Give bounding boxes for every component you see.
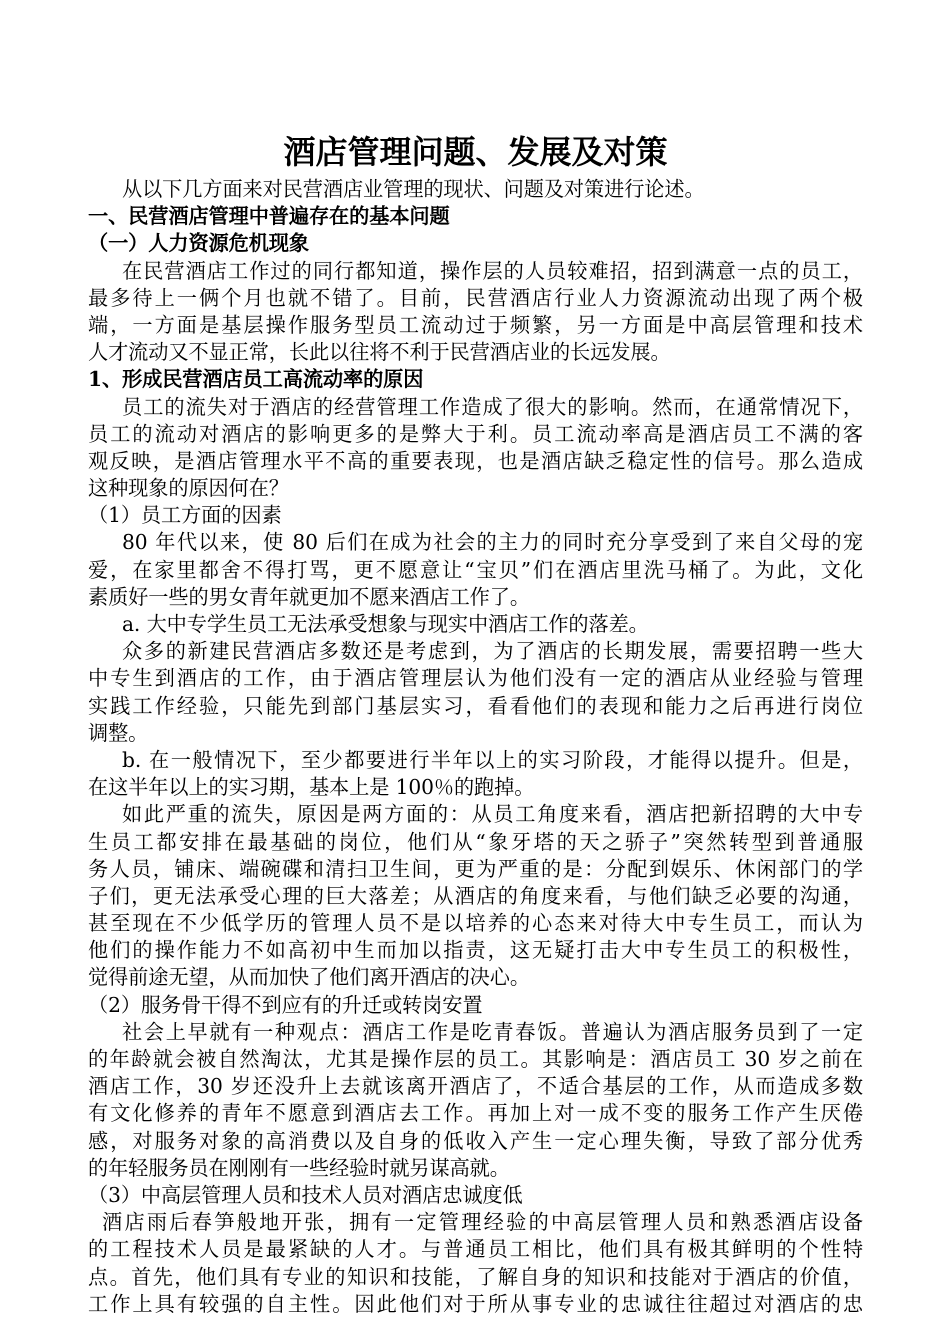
text-line: 在这半年以上的实习期，基本上是 100％的跑掉。 — [88, 775, 535, 800]
document-page — [88, 128, 863, 1318]
text-line: 酒店雨后春笋般地开张，拥有一定管理经验的中高层管理人员和熟悉酒店设备 — [102, 1210, 863, 1235]
text-line: 觉得前途无望，从而加快了他们离开酒店的决心。 — [88, 965, 530, 990]
text-line: 众多的新建民营酒店多数还是考虑到，为了酒店的长期发展，需要招聘一些大 — [122, 639, 863, 664]
text-line: b. 在一般情况下，至少都要进行半年以上的实习阶段，才能得以提升。但是， — [122, 747, 863, 772]
text-line: 如此严重的流失，原因是两方面的：从员工角度来看，酒店把新招聘的大中专 — [122, 802, 863, 827]
text-line: 的年轻服务员在刚刚有一些经验时就另谋高就。 — [88, 1155, 510, 1180]
text-line: 点。首先，他们具有专业的知识和技能，了解自身的知识和技能对于酒店的价值， — [88, 1264, 863, 1289]
text-line: 爱，在家里都舍不得打骂，更不愿意让“宝贝”们在酒店里洗马桶了。为此，文化 — [88, 557, 863, 582]
document-body — [88, 176, 863, 1318]
text-line: （2）服务骨干得不到应有的升迁或转岗安置 — [88, 992, 483, 1017]
text-line: 人才流动又不显正常，长此以往将不利于民营酒店业的长远发展。 — [88, 340, 671, 365]
section-heading: 一、民营酒店管理中普遍存在的基本问题 — [88, 204, 450, 229]
section-heading: （一）人力资源危机现象 — [88, 231, 309, 256]
text-line: a. 大中专学生员工无法承受想象与现实中酒店工作的落差。 — [122, 612, 649, 636]
text-line: （1）员工方面的因素 — [88, 503, 282, 528]
text-line: 酒店工作，30 岁还没升上去就该离开酒店了，不适合基层的工作，从而造成多数 — [88, 1074, 863, 1099]
text-line: 调整。 — [88, 720, 149, 745]
text-line: 中专生到酒店的工作，由于酒店管理层认为他们没有一定的酒店从业经验与管理 — [88, 666, 863, 691]
text-line: 他们的操作能力不如高初中生而加以指责，这无疑打击大中专生员工的积极性， — [88, 938, 863, 963]
text-line: 的工程技术人员是最紧缺的人才。与普通员工相比，他们具有极其鲜明的个性特 — [88, 1237, 863, 1262]
text-line: 生员工都安排在最基础的岗位，他们从“象牙塔的天之骄子”突然转型到普通服 — [88, 829, 863, 854]
text-line: 感，对服务对象的高消费以及自身的低收入产生一定心理失衡，导致了部分优秀 — [88, 1128, 863, 1153]
text-line: 从以下几方面来对民营酒店业管理的现状、问题及对策进行论述。 — [122, 177, 705, 201]
text-line: 最多待上一俩个月也就不错了。目前，民营酒店行业人力资源流动出现了两个极 — [88, 285, 863, 310]
text-line: 素质好一些的男女青年就更加不愿来酒店工作了。 — [88, 584, 530, 609]
text-line: 观反映，是酒店管理水平不高的重要表现，也是酒店缺乏稳定性的信号。那么造成 — [88, 448, 863, 473]
section-heading: 1、形成民营酒店员工高流动率的原因 — [88, 367, 424, 392]
text-line: 这种现象的原因何在？ — [88, 476, 289, 501]
text-line: 务人员，铺床、端碗碟和清扫卫生间，更为严重的是：分配到娱乐、休闲部门的学 — [88, 856, 863, 881]
text-line: 有文化修养的青年不愿意到酒店去工作。再加上对一成不变的服务工作产生厌倦 — [88, 1101, 863, 1126]
text-line: 甚至现在不少低学历的管理人员不是以培养的心态来对待大中专生员工，而认为 — [88, 911, 863, 936]
text-line: 端，一方面是基层操作服务型员工流动过于频繁，另一方面是中高层管理和技术 — [88, 312, 863, 337]
text-line: 的年龄就会被自然淘汰，尤其是操作层的员工。其影响是：酒店员工 30 岁之前在 — [88, 1047, 863, 1071]
text-line: 员工的流动对酒店的影响更多的是弊大于利。员工流动率高是酒店员工不满的客 — [88, 421, 863, 446]
text-line: 工作上具有较强的自主性。因此他们对于所从事专业的忠诚往往超过对酒店的忠 — [88, 1291, 863, 1316]
text-line: 80 年代以来，使 80 后们在成为社会的主力的同时充分享受到了来自父母的宠 — [122, 530, 863, 555]
text-line: 子们，更无法承受心理的巨大落差；从酒店的角度来看，与他们缺乏必要的沟通， — [88, 883, 863, 908]
text-line: 实践工作经验，只能先到部门基层实习，看看他们的表现和能力之后再进行岗位 — [88, 693, 863, 718]
text-line: （3）中高层管理人员和技术人员对酒店忠诚度低 — [88, 1182, 523, 1207]
text-line: 在民营酒店工作过的同行都知道，操作层的人员较难招，招到满意一点的员工， — [122, 258, 863, 283]
document-title: 酒店管理问题、发展及对策 — [283, 133, 668, 171]
text-line: 社会上早就有一种观点：酒店工作是吃青春饭。普遍认为酒店服务员到了一定 — [122, 1019, 863, 1044]
text-line: 员工的流失对于酒店的经营管理工作造成了很大的影响。然而，在通常情况下， — [122, 394, 863, 419]
